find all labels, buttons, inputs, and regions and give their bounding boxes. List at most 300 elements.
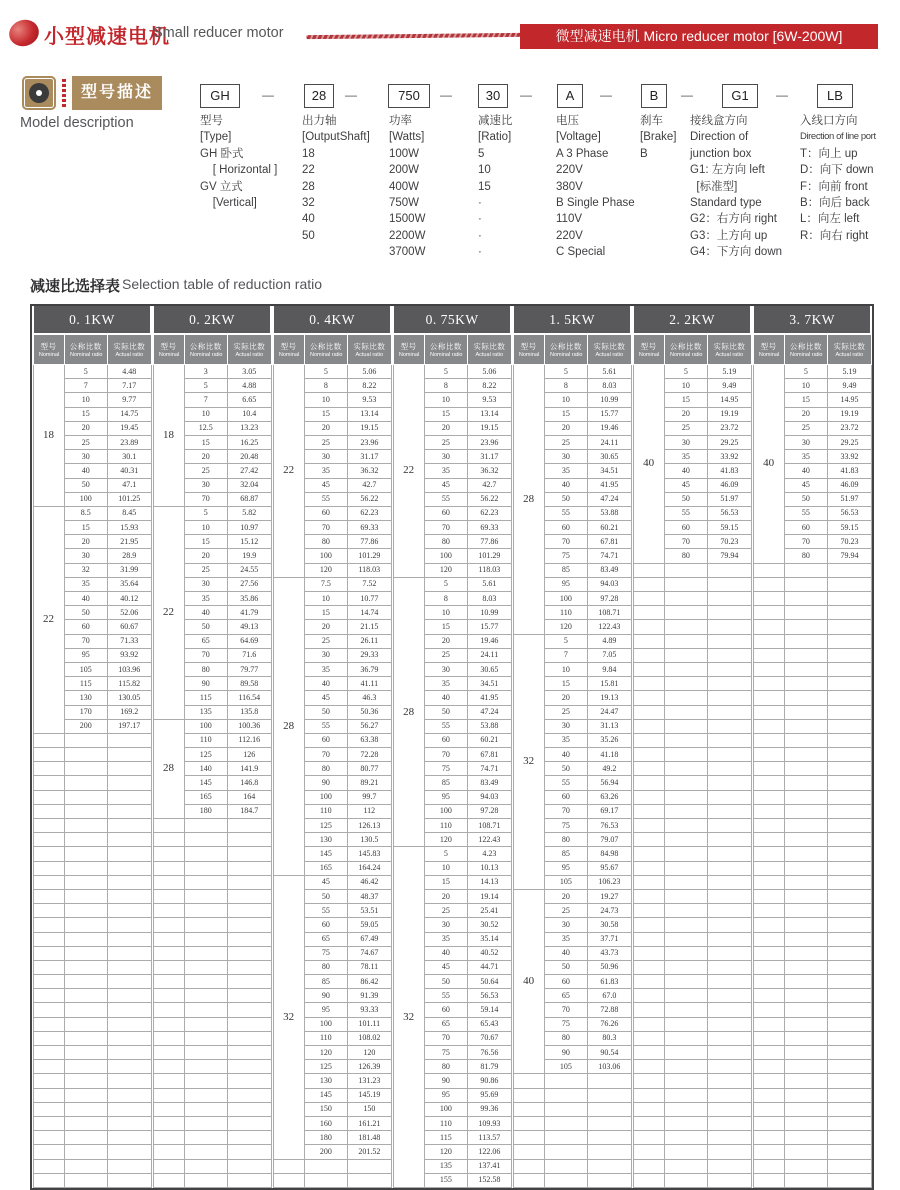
empty-cell: [784, 620, 828, 634]
desc-line: G4：下方向 down: [690, 246, 783, 259]
empty-cell: [708, 762, 752, 776]
nominal-ratio-cell: 60: [304, 918, 348, 932]
empty-cell: [753, 662, 784, 676]
empty-cell: [513, 1074, 544, 1088]
desc-line: ·: [478, 197, 482, 210]
empty-cell: [228, 1159, 272, 1173]
nominal-ratio-cell: 125: [304, 819, 348, 833]
nominal-ratio-cell: 70: [304, 748, 348, 762]
actual-ratio-cell: 93.33: [348, 1003, 392, 1017]
actual-ratio-cell: 31.17: [468, 450, 512, 464]
empty-cell: [753, 719, 784, 733]
actual-ratio-cell: 53.51: [348, 904, 392, 918]
nominal-ratio-cell: 95: [544, 861, 588, 875]
empty-cell: [708, 946, 752, 960]
nominal-ratio-cell: 20: [664, 407, 708, 421]
actual-ratio-cell: 80.77: [348, 762, 392, 776]
desc-line: 100W: [389, 147, 420, 160]
actual-ratio-cell: 35.86: [228, 592, 272, 606]
nominal-ratio-cell: 25: [184, 464, 228, 478]
power-header: 0. 1KW: [33, 306, 151, 334]
empty-cell: [633, 592, 664, 606]
nominal-ratio-cell: 8: [544, 379, 588, 393]
empty-cell: [544, 1131, 588, 1145]
subheader-actual: 实际比数 Actual ratio: [108, 334, 152, 365]
empty-cell: [33, 1031, 64, 1045]
actual-ratio-cell: 28.9: [108, 549, 152, 563]
empty-cell: [753, 634, 784, 648]
actual-ratio-cell: 70.23: [828, 535, 872, 549]
power-group: [632, 306, 752, 1188]
nominal-ratio-cell: 65: [304, 932, 348, 946]
actual-ratio-cell: 9.53: [468, 393, 512, 407]
desc-line: 50: [302, 229, 315, 242]
subheader-model: 型号 Nominal: [753, 334, 784, 365]
empty-cell: [708, 904, 752, 918]
nominal-ratio-cell: 5: [544, 365, 588, 379]
actual-ratio-cell: 5.61: [468, 577, 512, 591]
actual-ratio-cell: 40.52: [468, 946, 512, 960]
actual-ratio-cell: 152.58: [468, 1173, 512, 1187]
empty-cell: [33, 833, 64, 847]
model-cell: 22: [33, 506, 64, 733]
actual-ratio-cell: 169.2: [108, 705, 152, 719]
nominal-ratio-cell: 15: [184, 535, 228, 549]
empty-cell: [828, 875, 872, 889]
nominal-ratio-cell: 70: [424, 748, 468, 762]
empty-cell: [708, 932, 752, 946]
empty-cell: [633, 606, 664, 620]
empty-cell: [108, 733, 152, 747]
nominal-ratio-cell: 200: [304, 1145, 348, 1159]
empty-cell: [753, 904, 784, 918]
desc-line: 28: [302, 180, 315, 193]
desc-line: [Voltage]: [556, 131, 601, 144]
model-cell: 28: [153, 719, 184, 818]
empty-cell: [708, 875, 752, 889]
table-title-en: Selection table of reduction ratio: [122, 276, 323, 292]
empty-cell: [108, 904, 152, 918]
nominal-ratio-cell: 30: [184, 577, 228, 591]
desc-column: [640, 113, 676, 162]
nominal-ratio-cell: 35: [304, 464, 348, 478]
actual-ratio-cell: 3.05: [228, 365, 272, 379]
actual-ratio-cell: 34.51: [588, 464, 632, 478]
nominal-ratio-cell: 35: [304, 662, 348, 676]
empty-cell: [784, 1102, 828, 1116]
nominal-ratio-cell: 60: [304, 733, 348, 747]
nominal-ratio-cell: 95: [544, 577, 588, 591]
model-cell: 18: [33, 365, 64, 507]
actual-ratio-cell: 44.71: [468, 960, 512, 974]
empty-cell: [33, 875, 64, 889]
empty-cell: [664, 748, 708, 762]
empty-cell: [753, 748, 784, 762]
nominal-ratio-cell: 85: [544, 563, 588, 577]
empty-cell: [33, 889, 64, 903]
code-box: LB: [817, 84, 853, 108]
empty-cell: [708, 861, 752, 875]
empty-cell: [184, 861, 228, 875]
empty-cell: [33, 904, 64, 918]
empty-cell: [64, 1131, 108, 1145]
actual-ratio-cell: 56.22: [468, 492, 512, 506]
desc-line: 32: [302, 197, 315, 210]
actual-ratio-cell: 61.83: [588, 975, 632, 989]
empty-cell: [784, 592, 828, 606]
empty-cell: [108, 748, 152, 762]
nominal-ratio-cell: 115: [184, 691, 228, 705]
empty-cell: [664, 634, 708, 648]
actual-ratio-cell: 79.07: [588, 833, 632, 847]
actual-ratio-cell: 30.1: [108, 450, 152, 464]
nominal-ratio-cell: 40: [544, 748, 588, 762]
empty-cell: [828, 918, 872, 932]
actual-ratio-cell: 24.55: [228, 563, 272, 577]
empty-cell: [64, 833, 108, 847]
empty-cell: [828, 889, 872, 903]
actual-ratio-cell: 122.06: [468, 1145, 512, 1159]
nominal-ratio-cell: 15: [64, 521, 108, 535]
actual-ratio-cell: 108.71: [588, 606, 632, 620]
nominal-ratio-cell: 35: [784, 450, 828, 464]
actual-ratio-cell: 36.79: [348, 662, 392, 676]
model-cell: 32: [513, 634, 544, 889]
empty-cell: [664, 918, 708, 932]
empty-cell: [184, 819, 228, 833]
empty-cell: [153, 875, 184, 889]
desc-line: B: [640, 147, 648, 160]
actual-ratio-cell: 10.97: [228, 521, 272, 535]
nominal-ratio-cell: 30: [544, 719, 588, 733]
actual-ratio-cell: 62.23: [468, 506, 512, 520]
nominal-ratio-cell: 50: [544, 960, 588, 974]
empty-cell: [153, 1131, 184, 1145]
badge-subtitle: Model description: [20, 115, 134, 131]
empty-cell: [664, 819, 708, 833]
nominal-ratio-cell: 120: [304, 1046, 348, 1060]
desc-line: 5: [478, 147, 485, 160]
desc-line: 型号: [200, 115, 223, 127]
nominal-ratio-cell: 12.5: [184, 421, 228, 435]
empty-cell: [784, 719, 828, 733]
desc-line: 40: [302, 213, 315, 226]
empty-cell: [784, 819, 828, 833]
empty-cell: [784, 1131, 828, 1145]
actual-ratio-cell: 5.06: [468, 365, 512, 379]
empty-cell: [304, 1159, 348, 1173]
empty-cell: [708, 748, 752, 762]
empty-cell: [828, 634, 872, 648]
nominal-ratio-cell: 70: [64, 634, 108, 648]
desc-line: 18: [302, 147, 315, 160]
desc-line: 功率: [389, 115, 412, 127]
nominal-ratio-cell: 20: [424, 889, 468, 903]
nominal-ratio-cell: 5: [424, 847, 468, 861]
actual-ratio-cell: 14.13: [468, 875, 512, 889]
empty-cell: [153, 1060, 184, 1074]
subheader-actual: 实际比数 Actual ratio: [708, 334, 752, 365]
actual-ratio-cell: 19.19: [708, 407, 752, 421]
empty-cell: [828, 762, 872, 776]
empty-cell: [708, 733, 752, 747]
nominal-ratio-cell: 95: [64, 648, 108, 662]
nominal-ratio-cell: 15: [304, 606, 348, 620]
nominal-ratio-cell: 145: [184, 776, 228, 790]
empty-cell: [228, 847, 272, 861]
actual-ratio-cell: 10.13: [468, 861, 512, 875]
actual-ratio-cell: 101.11: [348, 1017, 392, 1031]
empty-cell: [184, 1131, 228, 1145]
nominal-ratio-cell: 10: [544, 662, 588, 676]
actual-ratio-cell: 46.3: [348, 691, 392, 705]
nominal-ratio-cell: 20: [304, 620, 348, 634]
actual-ratio-cell: 4.48: [108, 365, 152, 379]
empty-cell: [664, 1031, 708, 1045]
empty-cell: [228, 875, 272, 889]
empty-cell: [753, 1046, 784, 1060]
empty-cell: [108, 1003, 152, 1017]
nominal-ratio-cell: 45: [424, 478, 468, 492]
actual-ratio-cell: 181.48: [348, 1131, 392, 1145]
actual-ratio-cell: 70.23: [708, 535, 752, 549]
desc-line: junction box: [690, 147, 752, 160]
empty-cell: [108, 946, 152, 960]
nominal-ratio-cell: 10: [184, 407, 228, 421]
nominal-ratio-cell: 40: [424, 691, 468, 705]
empty-cell: [33, 946, 64, 960]
actual-ratio-cell: 80.3: [588, 1031, 632, 1045]
actual-ratio-cell: 146.8: [228, 776, 272, 790]
empty-cell: [544, 1145, 588, 1159]
model-cell: 40: [633, 365, 664, 564]
empty-cell: [708, 975, 752, 989]
actual-ratio-cell: 6.65: [228, 393, 272, 407]
empty-cell: [184, 1046, 228, 1060]
empty-cell: [753, 705, 784, 719]
empty-cell: [708, 577, 752, 591]
empty-cell: [708, 563, 752, 577]
empty-cell: [33, 804, 64, 818]
actual-ratio-cell: 7.05: [588, 648, 632, 662]
empty-cell: [753, 847, 784, 861]
empty-cell: [753, 1159, 784, 1173]
desc-line: 接线盒方向: [690, 115, 748, 127]
empty-cell: [753, 776, 784, 790]
desc-line: 出力轴: [302, 115, 337, 127]
empty-cell: [708, 1031, 752, 1045]
empty-cell: [633, 762, 664, 776]
actual-ratio-cell: 72.28: [348, 748, 392, 762]
empty-cell: [153, 1116, 184, 1130]
nominal-ratio-cell: 20: [424, 421, 468, 435]
empty-cell: [708, 1131, 752, 1145]
nominal-ratio-cell: 7: [64, 379, 108, 393]
actual-ratio-cell: 31.99: [108, 563, 152, 577]
nominal-ratio-cell: 80: [184, 662, 228, 676]
empty-cell: [753, 1031, 784, 1045]
empty-cell: [64, 1145, 108, 1159]
empty-cell: [708, 691, 752, 705]
nominal-ratio-cell: 5: [304, 365, 348, 379]
empty-cell: [828, 1145, 872, 1159]
empty-cell: [753, 875, 784, 889]
actual-ratio-cell: 15.93: [108, 521, 152, 535]
desc-line: R：向右 right: [800, 229, 869, 242]
nominal-ratio-cell: 135: [424, 1159, 468, 1173]
nominal-ratio-cell: 60: [424, 1003, 468, 1017]
empty-cell: [753, 592, 784, 606]
actual-ratio-cell: 24.11: [468, 648, 512, 662]
actual-ratio-cell: 34.51: [468, 677, 512, 691]
empty-cell: [784, 1159, 828, 1173]
nominal-ratio-cell: 60: [64, 620, 108, 634]
actual-ratio-cell: 71.33: [108, 634, 152, 648]
desc-line: 15: [478, 180, 491, 193]
empty-cell: [33, 975, 64, 989]
desc-line: G2：右方向 right: [690, 213, 777, 226]
nominal-ratio-cell: 20: [184, 549, 228, 563]
nominal-ratio-cell: 35: [424, 677, 468, 691]
nominal-ratio-cell: 8.5: [64, 506, 108, 520]
actual-ratio-cell: 19.46: [468, 634, 512, 648]
nominal-ratio-cell: 100: [424, 804, 468, 818]
actual-ratio-cell: 5.82: [228, 506, 272, 520]
empty-cell: [708, 1074, 752, 1088]
empty-cell: [664, 563, 708, 577]
subheader-actual: 实际比数 Actual ratio: [588, 334, 632, 365]
nominal-ratio-cell: 120: [304, 563, 348, 577]
empty-cell: [33, 932, 64, 946]
actual-ratio-cell: 8.03: [468, 592, 512, 606]
nominal-ratio-cell: 15: [424, 875, 468, 889]
nominal-ratio-cell: 10: [424, 606, 468, 620]
nominal-ratio-cell: 200: [64, 719, 108, 733]
actual-ratio-cell: 23.89: [108, 435, 152, 449]
empty-cell: [784, 634, 828, 648]
empty-cell: [64, 804, 108, 818]
nominal-ratio-cell: 60: [664, 521, 708, 535]
empty-cell: [33, 1116, 64, 1130]
empty-cell: [664, 1102, 708, 1116]
actual-ratio-cell: 108.02: [348, 1031, 392, 1045]
empty-cell: [784, 1074, 828, 1088]
empty-cell: [184, 1145, 228, 1159]
actual-ratio-cell: 56.27: [348, 719, 392, 733]
subheader-model: 型号 Nominal: [513, 334, 544, 365]
actual-ratio-cell: 89.58: [228, 677, 272, 691]
empty-cell: [708, 705, 752, 719]
empty-cell: [64, 989, 108, 1003]
actual-ratio-cell: 19.14: [468, 889, 512, 903]
empty-cell: [828, 776, 872, 790]
empty-cell: [664, 691, 708, 705]
nominal-ratio-cell: 10: [304, 393, 348, 407]
actual-ratio-cell: 42.7: [468, 478, 512, 492]
power-group: [152, 306, 272, 1188]
actual-ratio-cell: 29.33: [348, 648, 392, 662]
actual-ratio-cell: 131.23: [348, 1074, 392, 1088]
empty-cell: [228, 833, 272, 847]
actual-ratio-cell: 78.11: [348, 960, 392, 974]
empty-cell: [664, 719, 708, 733]
actual-ratio-cell: 41.79: [228, 606, 272, 620]
actual-ratio-cell: 14.95: [828, 393, 872, 407]
empty-cell: [664, 620, 708, 634]
nominal-ratio-cell: 110: [424, 819, 468, 833]
nominal-ratio-cell: 100: [304, 1017, 348, 1031]
empty-cell: [184, 960, 228, 974]
actual-ratio-cell: 69.33: [348, 521, 392, 535]
empty-cell: [753, 1088, 784, 1102]
empty-cell: [153, 1159, 184, 1173]
actual-ratio-cell: 10.99: [588, 393, 632, 407]
empty-cell: [513, 1173, 544, 1187]
empty-cell: [33, 1003, 64, 1017]
empty-cell: [588, 1102, 632, 1116]
power-header: 2. 2KW: [633, 306, 751, 334]
empty-cell: [633, 847, 664, 861]
actual-ratio-cell: 122.43: [468, 833, 512, 847]
desc-line: [ Horizontal ]: [200, 164, 278, 177]
empty-cell: [153, 1074, 184, 1088]
empty-cell: [108, 847, 152, 861]
desc-line: [Brake]: [640, 131, 677, 144]
nominal-ratio-cell: 15: [184, 435, 228, 449]
actual-ratio-cell: 10.99: [468, 606, 512, 620]
nominal-ratio-cell: 75: [544, 819, 588, 833]
actual-ratio-cell: 103.96: [108, 662, 152, 676]
empty-cell: [33, 762, 64, 776]
power-group: [752, 306, 872, 1188]
actual-ratio-cell: 135.8: [228, 705, 272, 719]
empty-cell: [708, 819, 752, 833]
actual-ratio-cell: 56.22: [348, 492, 392, 506]
actual-ratio-cell: 49.13: [228, 620, 272, 634]
empty-cell: [708, 1102, 752, 1116]
actual-ratio-cell: 16.25: [228, 435, 272, 449]
empty-cell: [828, 677, 872, 691]
nominal-ratio-cell: 25: [424, 648, 468, 662]
empty-cell: [664, 606, 708, 620]
actual-ratio-cell: 83.49: [468, 776, 512, 790]
actual-ratio-cell: 76.26: [588, 1017, 632, 1031]
actual-ratio-cell: 31.17: [348, 450, 392, 464]
code-separator: —: [681, 88, 693, 102]
actual-ratio-cell: 161.21: [348, 1116, 392, 1130]
empty-cell: [828, 592, 872, 606]
empty-cell: [64, 1102, 108, 1116]
empty-cell: [828, 748, 872, 762]
actual-ratio-cell: 19.45: [108, 421, 152, 435]
empty-cell: [753, 1131, 784, 1145]
empty-cell: [828, 804, 872, 818]
empty-cell: [228, 1046, 272, 1060]
actual-ratio-cell: 60.21: [468, 733, 512, 747]
desc-line: [OutputShaft]: [302, 131, 370, 144]
nominal-ratio-cell: 15: [664, 393, 708, 407]
empty-cell: [828, 577, 872, 591]
nominal-ratio-cell: 15: [544, 407, 588, 421]
nominal-ratio-cell: 10: [664, 379, 708, 393]
empty-cell: [108, 889, 152, 903]
empty-cell: [633, 563, 664, 577]
empty-cell: [228, 1003, 272, 1017]
actual-ratio-cell: 59.15: [828, 521, 872, 535]
actual-ratio-cell: 19.46: [588, 421, 632, 435]
nominal-ratio-cell: 45: [784, 478, 828, 492]
actual-ratio-cell: 81.79: [468, 1060, 512, 1074]
